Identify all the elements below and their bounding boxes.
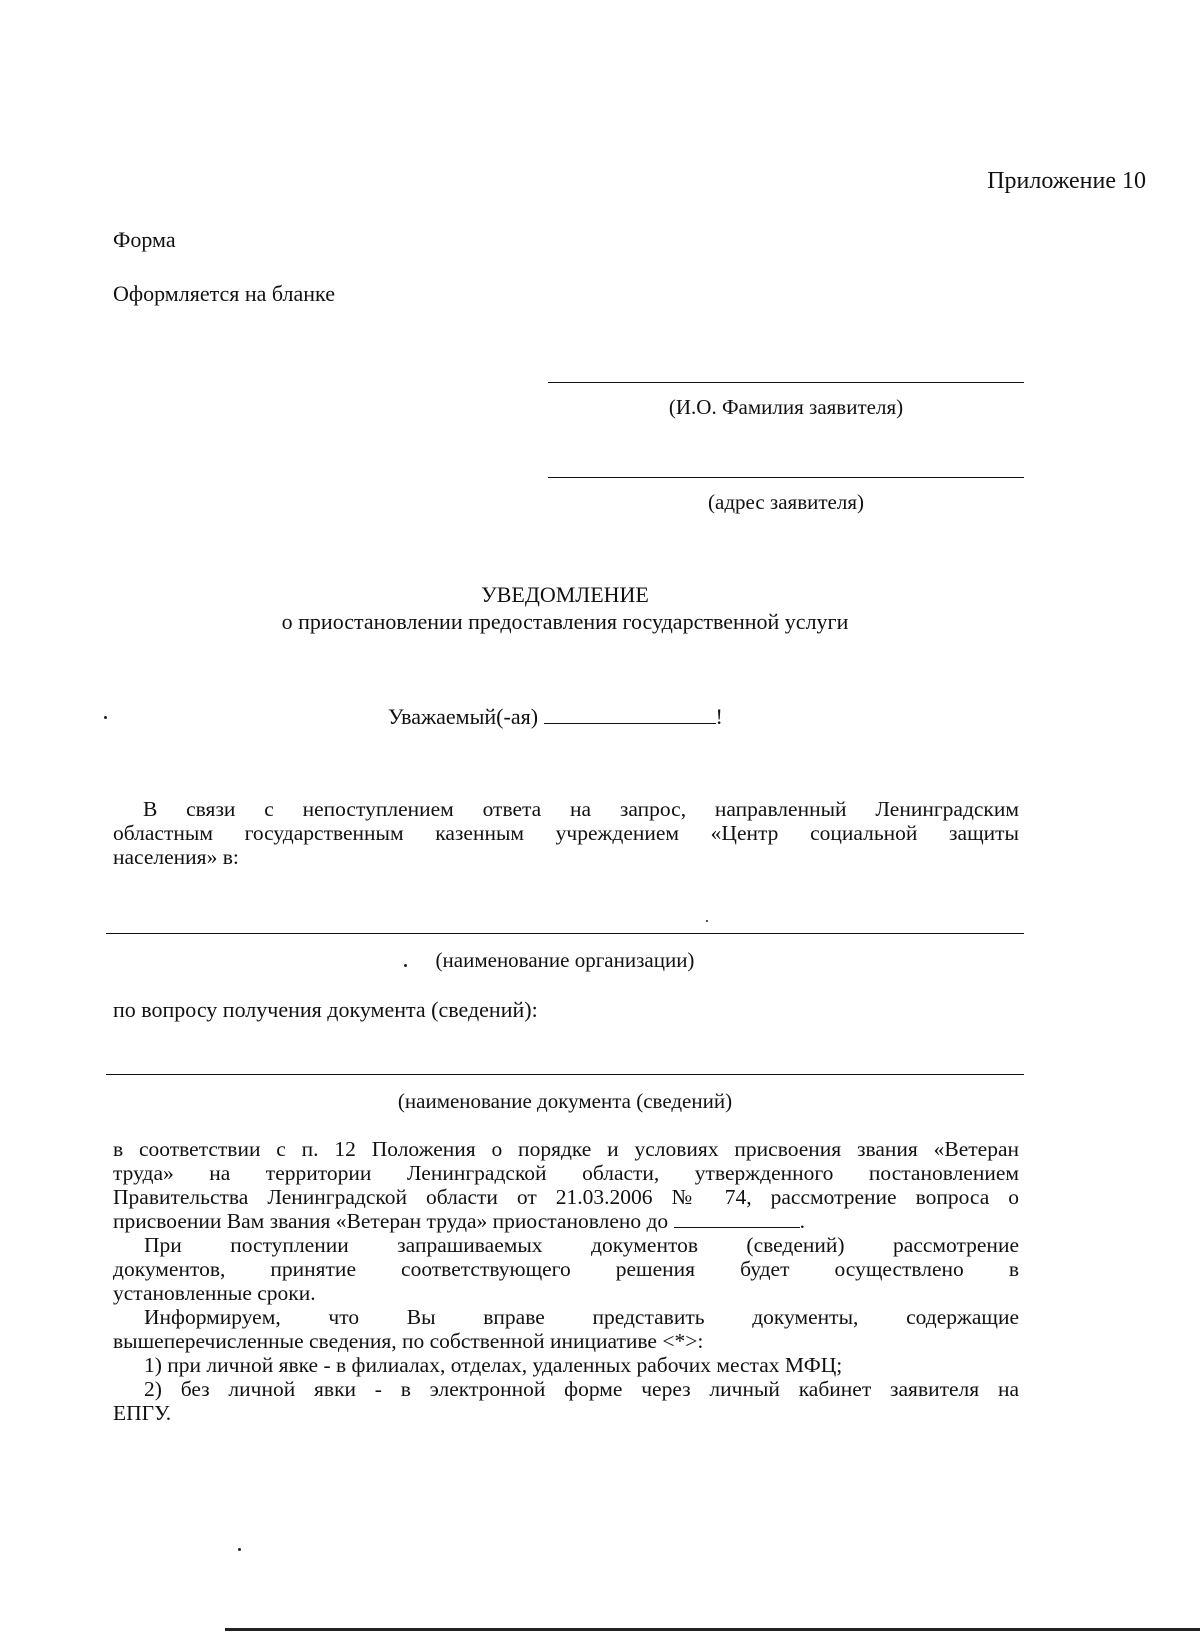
- greeting-exclamation: !: [715, 704, 723, 729]
- para2-line: При поступлении запрашиваемых документов (сведений) рассмотрение: [144, 1233, 1019, 1257]
- scan-bottom-edge: [225, 1628, 1200, 1631]
- para1-line: труда» на территории Ленинградской области, утвержденного постановлением: [113, 1161, 1019, 1185]
- list-item: 2) без личной явки - в электронной форме через личный кабинет заявителя на: [144, 1377, 1019, 1401]
- para1-line: Правительства Ленинградской области от 21.03.2006 № 74, рассмотрение вопроса о: [113, 1185, 1019, 1209]
- para1-line: присвоении Вам звания «Ветеран труда» приостановлено до: [113, 1209, 669, 1233]
- document-caption: (наименование документа (сведений): [397, 1089, 733, 1113]
- scan-speck: [404, 964, 407, 967]
- para2-line: установленные сроки.: [113, 1281, 316, 1305]
- scan-speck: [238, 1548, 241, 1551]
- para2-line: документов, принятие соответствующего решения будет осуществлено в: [113, 1257, 1019, 1281]
- organization-line[interactable]: [106, 933, 1024, 934]
- form-label: Форма: [113, 227, 176, 252]
- applicant-name-line[interactable]: [548, 382, 1024, 383]
- para3-line: вышеперечисленные сведения, по собственной инициативе <*>:: [113, 1329, 704, 1353]
- document-title: УВЕДОМЛЕНИЕ: [481, 582, 649, 607]
- applicant-name-caption: (И.О. Фамилия заявителя): [668, 395, 904, 419]
- intro-line: В связи с непоступлением ответа на запрос, направленный Ленинградским: [143, 797, 1019, 821]
- intro-paragraph: [113, 797, 1019, 869]
- para3-line: Информируем, что Вы вправе представить документы, содержащие: [144, 1305, 1019, 1329]
- recipient-name-blank[interactable]: [544, 705, 716, 724]
- suspension-date-blank[interactable]: [674, 1211, 800, 1228]
- scan-speck: [104, 716, 107, 719]
- greeting: [388, 704, 723, 730]
- para1-end: .: [799, 1209, 805, 1233]
- scan-speck: [706, 920, 708, 922]
- intro-line: областным государственным казенным учреждением «Центр социальной защиты: [113, 821, 1019, 845]
- document-subtitle: о приостановлении предоставления государственной услуги: [281, 609, 849, 634]
- blank-note: Оформляется на бланке: [113, 281, 335, 306]
- greeting-text: Уважаемый(-ая): [388, 704, 539, 729]
- para1-last-line: [113, 1209, 1019, 1233]
- list-item: 1) при личной явке - в филиалах, отделах, удаленных рабочих местах МФЦ;: [144, 1353, 843, 1377]
- document-question: по вопросу получения документа (сведений):: [113, 997, 538, 1022]
- main-paragraphs: [113, 1137, 1019, 1425]
- intro-line: населения» в:: [113, 845, 239, 869]
- applicant-address-line[interactable]: [548, 477, 1024, 478]
- applicant-address-caption: (адрес заявителя): [708, 490, 864, 514]
- organization-caption: (наименование организации): [435, 948, 695, 972]
- list-item: ЕПГУ.: [113, 1401, 172, 1425]
- para1-line: в соответствии с п. 12 Положения о порядке и условиях присвоения звания «Ветеран: [113, 1137, 1019, 1161]
- document-line[interactable]: [106, 1074, 1024, 1075]
- appendix-label: Приложение 10: [987, 168, 1146, 194]
